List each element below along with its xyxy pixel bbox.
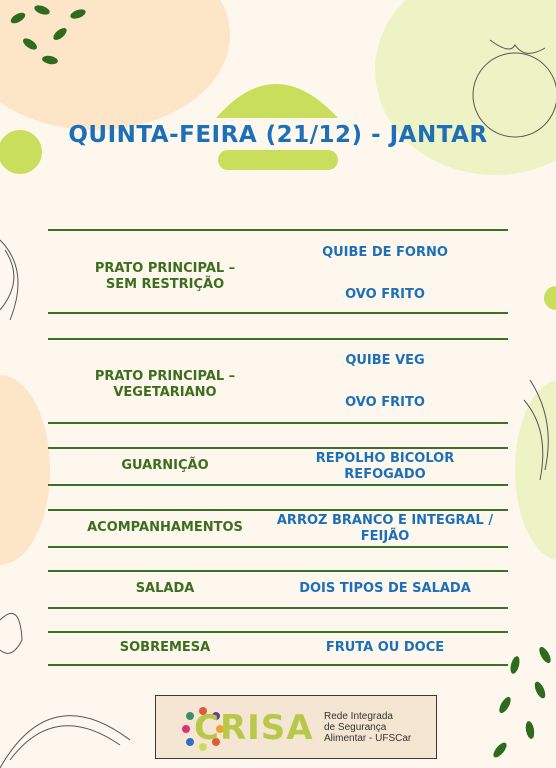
green-blob-right [515, 380, 556, 560]
row-label-main-dish: PRATO PRINCIPAL – SEM RESTRIÇÃO [94, 261, 236, 292]
crisa-logo-box [155, 695, 437, 759]
divider-line [48, 422, 508, 424]
burger-bun-shape [216, 84, 338, 118]
divider-line [48, 664, 508, 666]
divider-line [48, 570, 508, 572]
row-value-main-dish-1: QUIBE DE FORNO [322, 245, 448, 260]
green-blob-top-right [375, 0, 556, 175]
divider-line [48, 229, 508, 231]
row-value-vegetarian-1: QUIBE VEG [345, 353, 425, 368]
peach-blob-left [0, 375, 50, 565]
row-value-side-dish: REPOLHO BICOLOR REFOGADO [315, 451, 455, 482]
leaf-sketch-left [0, 613, 22, 653]
veg-sketch-left [0, 240, 18, 320]
divider-line [48, 447, 508, 449]
row-value-vegetarian-2: OVO FRITO [345, 395, 425, 410]
row-value-accompaniments: ARROZ BRANCO E INTEGRAL / FEIJÃO [276, 513, 494, 544]
divider-line [48, 607, 508, 609]
row-label-vegetarian: PRATO PRINCIPAL – VEGETARIANO [94, 369, 236, 400]
page-title: QUINTA-FEIRA (21/12) - JANTAR [68, 122, 488, 148]
divider-line [48, 631, 508, 633]
row-label-salad: SALADA [135, 581, 195, 596]
leaves-bottom-right [491, 645, 553, 759]
peach-blob-top-left [0, 0, 230, 130]
row-label-dessert: SOBREMESA [119, 640, 211, 655]
row-value-salad: DOIS TIPOS DE SALADA [299, 581, 471, 596]
logo-line-2: de Segurança [324, 722, 387, 733]
logo-line-1: Rede Integrada [324, 711, 393, 722]
crisa-logo-text [324, 711, 434, 744]
divider-line [48, 509, 508, 511]
logo-line-3: Alimentar - UFSCar [324, 733, 412, 744]
burger-bottom-shape [218, 150, 338, 170]
divider-line [48, 338, 508, 340]
divider-line [48, 484, 508, 486]
green-dot-right [544, 286, 556, 310]
divider-line [48, 546, 508, 548]
divider-line [48, 312, 508, 314]
row-label-side-dish: GUARNIÇÃO [121, 458, 209, 473]
taco-sketch [0, 716, 130, 768]
crisa-logo-name: CRISA [194, 708, 314, 748]
row-value-dessert: FRUTA OU DOCE [325, 640, 445, 655]
row-label-accompaniments: ACOMPANHAMENTOS [87, 520, 243, 535]
row-value-main-dish-2: OVO FRITO [345, 287, 425, 302]
